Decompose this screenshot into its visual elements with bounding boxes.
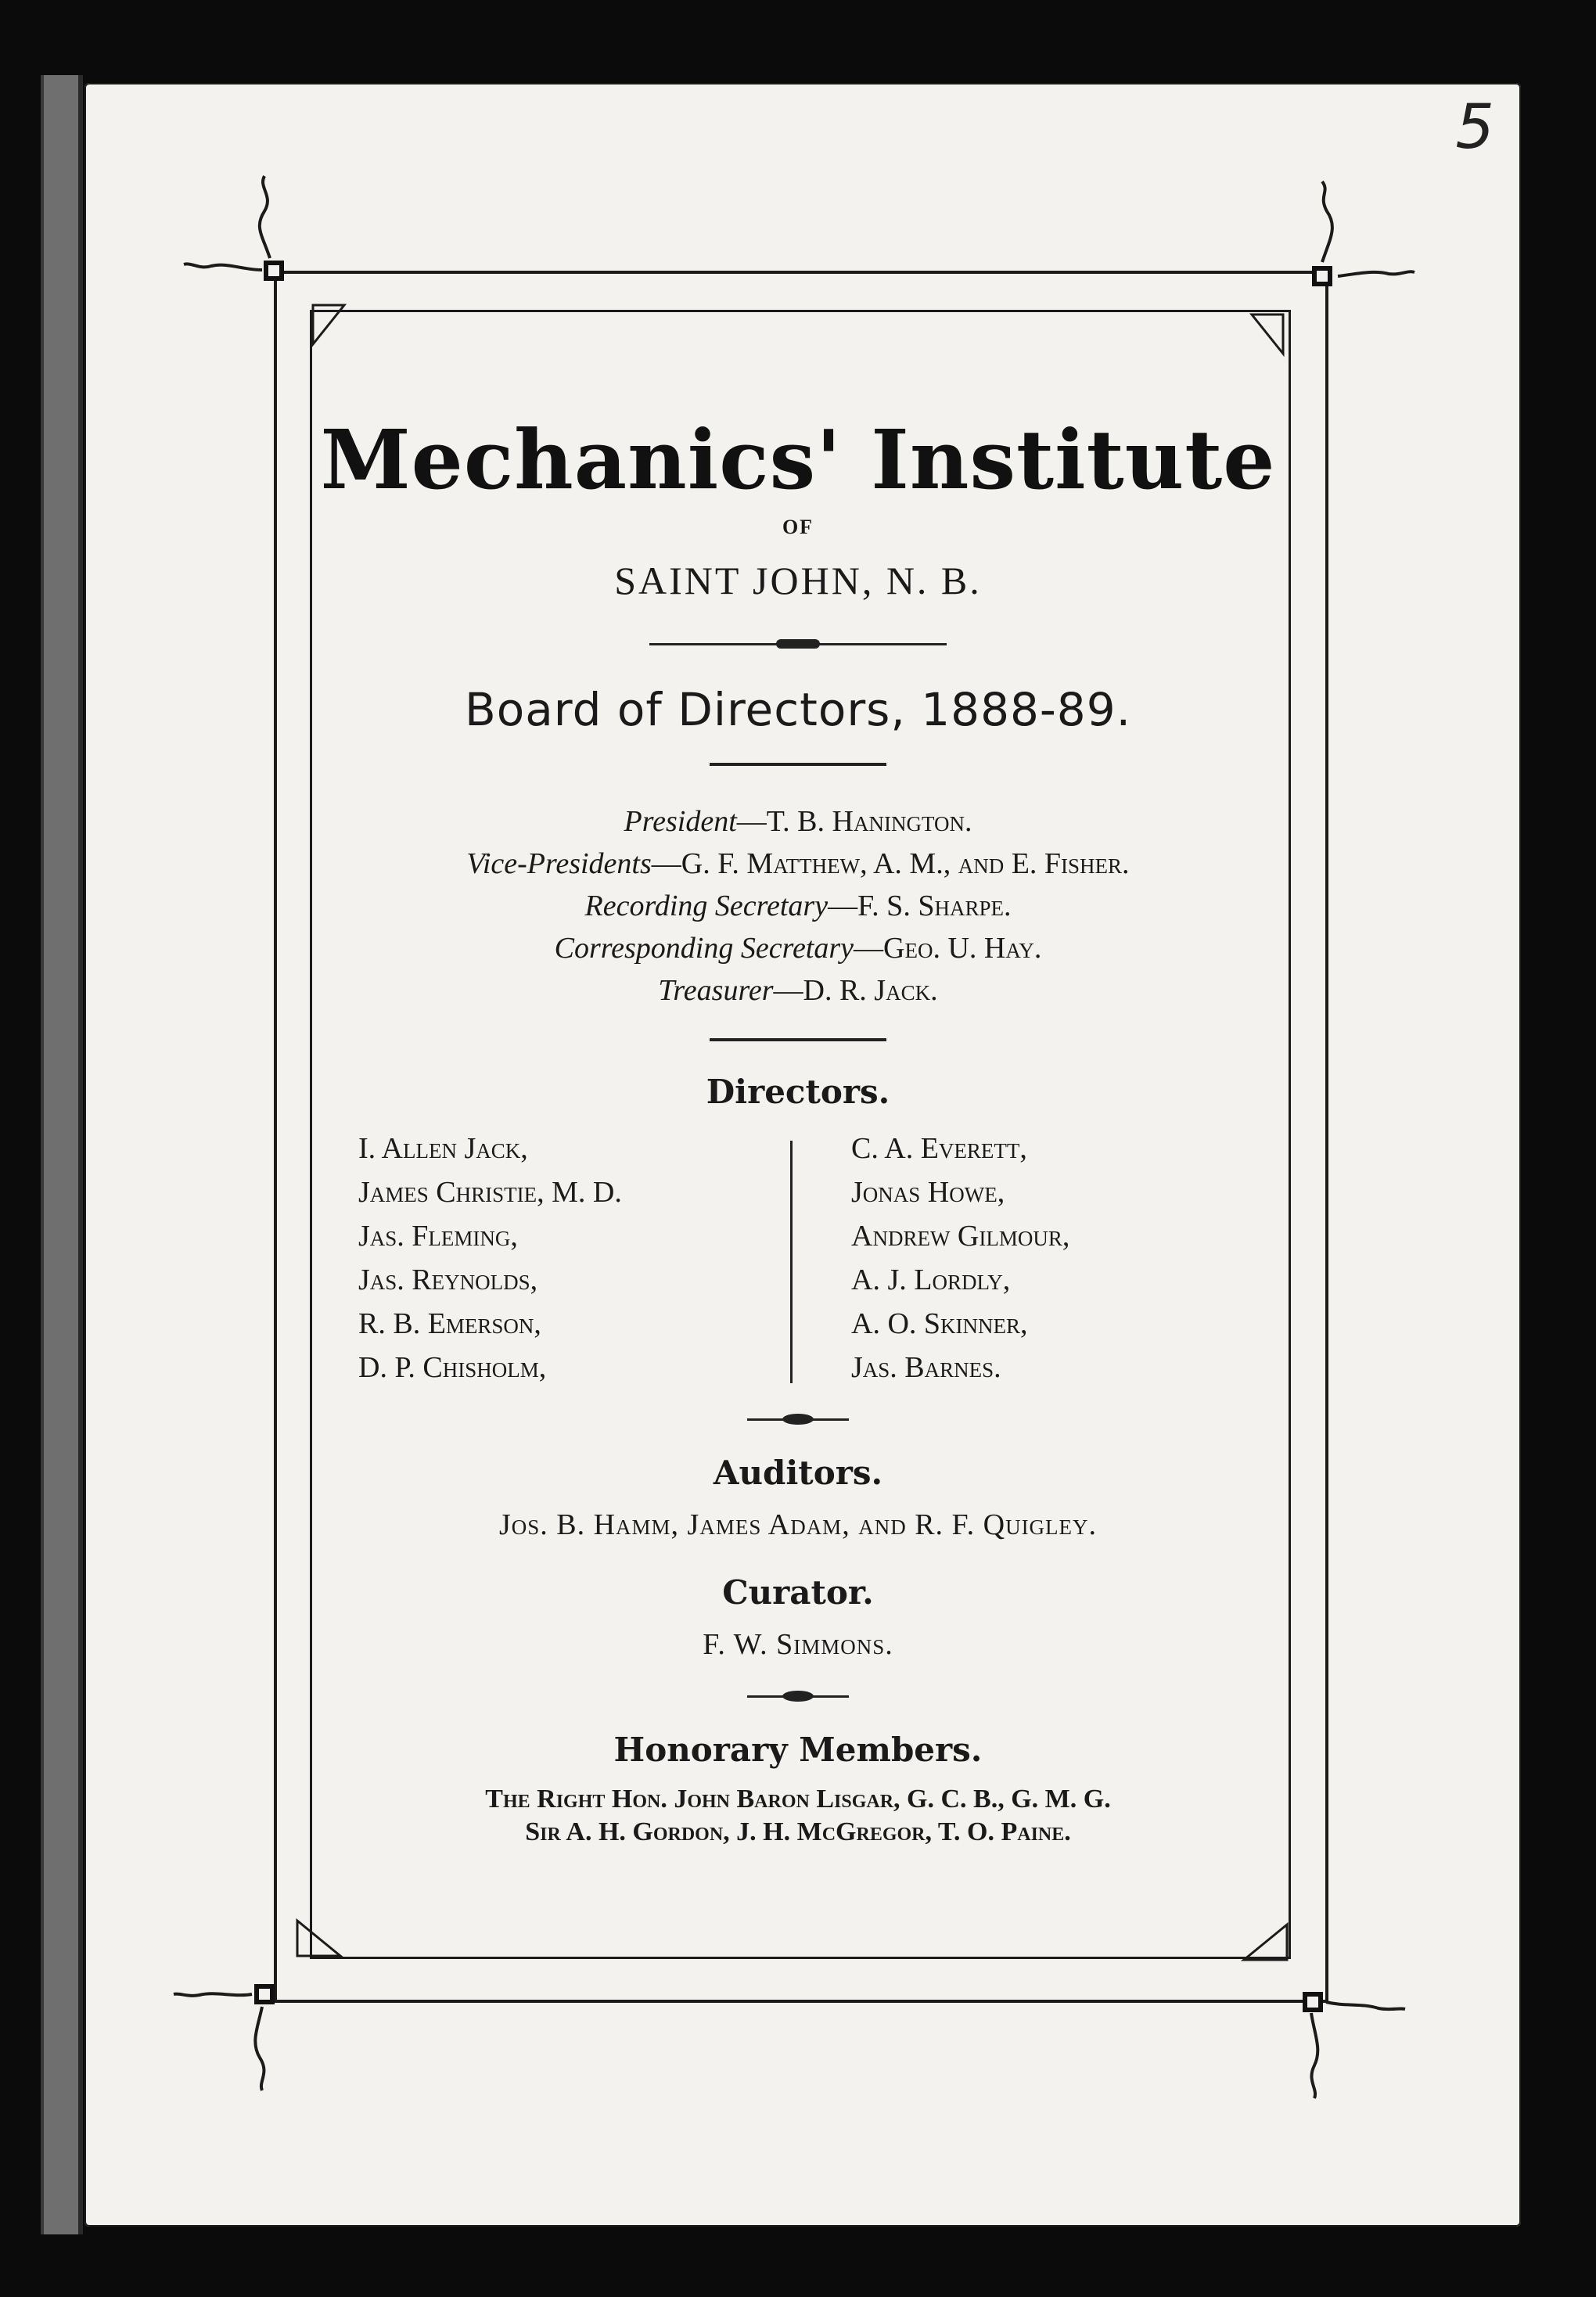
page-content [313,391,1283,1849]
divider-rule [710,1038,886,1041]
honorary-line: Sir A. H. Gordon, J. H. McGregor, T. O. Paine. [525,1817,1071,1846]
directors-list [313,1127,1283,1385]
divider-rule [710,763,886,766]
officer-line: Recording Secretary—F. S. Sharpe. [584,890,1012,922]
city-line: SAINT JOHN, N. B. [614,559,982,602]
list-item: Jas. Reynolds, [358,1264,538,1296]
list-item: Jonas Howe, [851,1176,1005,1209]
honorary-line: The Right Hon. John Baron Lisgar, G. C. B., G. M. G. [485,1785,1111,1814]
auditors-heading: Auditors. [713,1454,883,1492]
page-title: Mechanics' Institute [320,412,1276,508]
officer-line: Vice-Presidents—G. F. Matthew, A. M., and E. Fisher. [466,847,1130,880]
diamond-rule [747,1416,849,1422]
title-of: OF [782,516,814,538]
honorary-heading: Honorary Members. [613,1731,983,1769]
page-number: 5 [1455,92,1494,163]
directors-left-column [358,1127,622,1389]
officer-line: Corresponding Secretary—Geo. U. Hay. [554,932,1042,965]
list-item: Andrew Gilmour, [851,1220,1070,1253]
list-item: Jas. Fleming, [358,1220,518,1253]
list-item: D. P. Chisholm, [358,1351,547,1384]
list-item: Jas. Barnes. [851,1351,1001,1384]
list-item: C. A. Everett, [851,1132,1027,1165]
officers-list [313,800,1283,1012]
curator-line: F. W. Simmons. [703,1628,893,1661]
curator-heading: Curator. [722,1573,874,1612]
list-item: A. J. Lordly, [851,1264,1011,1296]
column-divider [790,1141,793,1383]
list-item: I. Allen Jack, [358,1132,528,1165]
diamond-rule [747,1693,849,1699]
ornamental-rule [649,639,947,649]
officer-line: President—T. B. Hanington. [624,805,972,838]
board-heading: Board of Directors, 1888-89. [464,683,1132,736]
list-item: James Christie, M. D. [358,1176,622,1209]
officer-line: Treasurer—D. R. Jack. [658,974,938,1007]
list-item: A. O. Skinner, [851,1307,1028,1340]
directors-right-column [851,1127,1069,1389]
auditors-line: Jos. B. Hamm, James Adam, and R. F. Quigley. [498,1508,1098,1541]
directors-heading: Directors. [706,1073,890,1111]
honorary-members [313,1783,1283,1849]
list-item: R. B. Emerson, [358,1307,541,1340]
